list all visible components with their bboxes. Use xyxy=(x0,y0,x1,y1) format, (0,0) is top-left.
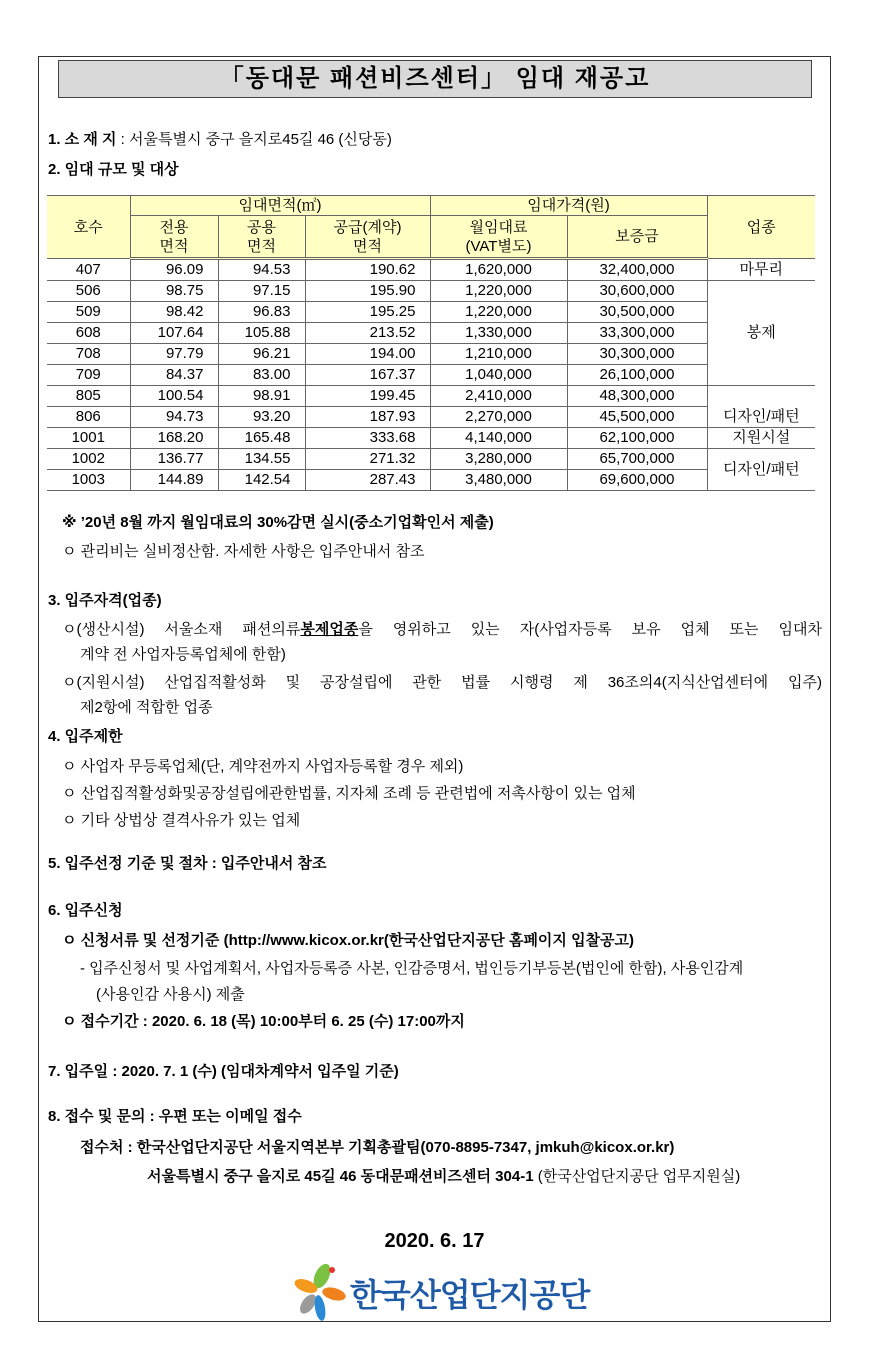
cell-deposit: 69,600,000 xyxy=(567,470,707,491)
page-title: 「동대문 패션비즈센터」 임대 재공고 xyxy=(58,60,812,98)
location-text: : 서울특별시 중구 을지로45길 46 (신당동) xyxy=(116,131,392,148)
cell-supply: 194.00 xyxy=(305,344,430,365)
cell-industry: 디자인/패턴 xyxy=(707,449,815,491)
cell-monthly: 1,330,000 xyxy=(430,323,567,344)
cell-monthly: 1,220,000 xyxy=(430,302,567,323)
table-row xyxy=(47,259,815,281)
restriction-item: ㅇ 기타 상법상 결격사유가 있는 업체 xyxy=(62,812,301,829)
application-documents-detail: - 입주신청서 및 사업계획서, 사업자등록증 사본, 인감증명서, 법인등기부등본(법인에 한함), 사용인감계 xyxy=(80,960,744,977)
cell-deposit: 26,100,000 xyxy=(567,365,707,386)
cell-monthly: 1,040,000 xyxy=(430,365,567,386)
qualification-support: ㅇ(지원시설) 산업집적활성화 및 공장설립에 관한 법률 시행령 제 36조의4(지식산업센터에 입주) xyxy=(62,674,822,691)
qualification-support-cont: 제2항에 적합한 업종 xyxy=(80,699,213,716)
cell-monthly: 4,140,000 xyxy=(430,428,567,449)
cell-deposit: 30,300,000 xyxy=(567,344,707,365)
cell-exclusive: 97.79 xyxy=(130,344,218,365)
management-fee-note: ㅇ 관리비는 실비정산함. 자세한 사항은 입주안내서 참조 xyxy=(62,543,425,560)
cell-supply: 287.43 xyxy=(305,470,430,491)
cell-common: 96.83 xyxy=(218,302,305,323)
table-row xyxy=(47,302,815,323)
cell-common: 96.21 xyxy=(218,344,305,365)
application-documents: ㅇ 신청서류 및 선정기준 (http://www.kicox.or.kr(한국산업단지공단 홈페이지 입찰공고) xyxy=(62,932,635,949)
cell-deposit: 65,700,000 xyxy=(567,449,707,470)
restriction-item: ㅇ 산업집적활성화및공장설립에관한법률, 지자체 조례 등 관련법에 저촉사항이 있는 업체 xyxy=(62,785,636,802)
cell-unit: 709 xyxy=(47,365,130,386)
cell-industry: 지원시설 xyxy=(707,428,815,449)
cell-supply: 190.62 xyxy=(305,259,430,281)
cell-exclusive: 107.64 xyxy=(130,323,218,344)
cell-exclusive: 136.77 xyxy=(130,449,218,470)
cell-unit: 805 xyxy=(47,386,130,407)
cell-supply: 199.45 xyxy=(305,386,430,407)
header-price-group: 임대가격(원) xyxy=(430,196,707,216)
cell-common: 142.54 xyxy=(218,470,305,491)
location-label: 1. 소 재 지 xyxy=(48,131,117,148)
header-area-group: 임대면적(㎡) xyxy=(130,196,430,216)
table-row xyxy=(47,470,815,491)
cell-unit: 1001 xyxy=(47,428,130,449)
section-3-heading: 3. 입주자격(업종) xyxy=(48,592,162,609)
table-row xyxy=(47,344,815,365)
cell-exclusive: 98.42 xyxy=(130,302,218,323)
cell-supply: 333.68 xyxy=(305,428,430,449)
contact-line: 접수처 : 한국산업단지공단 서울지역본부 기획총괄팀(070-8895-7347, jmkuh@kicox.or.kr) xyxy=(80,1139,675,1156)
restriction-item: ㅇ 사업자 무등록업체(단, 계약전까지 사업자등록할 경우 제외) xyxy=(62,758,464,775)
qualification-production-cont: 계약 전 사업자등록업체에 한함) xyxy=(80,646,286,663)
header-deposit: 보증금 xyxy=(567,216,707,259)
cell-exclusive: 144.89 xyxy=(130,470,218,491)
logo-pinwheel-icon xyxy=(292,1262,350,1322)
cell-common: 98.91 xyxy=(218,386,305,407)
cell-supply: 213.52 xyxy=(305,323,430,344)
address-line: 서울특별시 중구 을지로 45길 46 동대문패션비즈센터 304-1 (한국산업단지공단 업무지원실) xyxy=(147,1168,741,1185)
cell-deposit: 32,400,000 xyxy=(567,259,707,281)
section-5-heading: 5. 입주선정 기준 및 절차 : 입주안내서 참조 xyxy=(48,855,327,872)
section-7-heading: 7. 입주일 : 2020. 7. 1 (수) (임대차계약서 입주일 기준) xyxy=(48,1063,399,1080)
cell-exclusive: 100.54 xyxy=(130,386,218,407)
cell-deposit: 45,500,000 xyxy=(567,407,707,428)
cell-monthly: 3,480,000 xyxy=(430,470,567,491)
location-line xyxy=(48,130,392,150)
cell-common: 165.48 xyxy=(218,428,305,449)
cell-supply: 195.25 xyxy=(305,302,430,323)
cell-monthly: 1,620,000 xyxy=(430,259,567,281)
application-documents-detail-cont: (사용인감 사용시) 제출 xyxy=(96,986,245,1003)
announcement-date: 2020. 6. 17 xyxy=(384,1230,485,1252)
logo-text: 한국산업단지공단 xyxy=(350,1277,590,1313)
table-row xyxy=(47,449,815,470)
discount-note: ※ ’20년 8월 까지 월임대료의 30%감면 실시(중소기업확인서 제출) xyxy=(62,514,494,531)
cell-unit: 608 xyxy=(47,323,130,344)
cell-unit: 708 xyxy=(47,344,130,365)
cell-exclusive: 168.20 xyxy=(130,428,218,449)
cell-unit: 407 xyxy=(47,259,130,281)
cell-common: 134.55 xyxy=(218,449,305,470)
section-2-heading: 2. 임대 규모 및 대상 xyxy=(48,161,179,178)
section-8-heading: 8. 접수 및 문의 : 우편 또는 이메일 접수 xyxy=(48,1108,302,1125)
cell-unit: 1002 xyxy=(47,449,130,470)
qualification-production: ㅇ(생산시설) 서울소재 패션의류봉제업종을 영위하고 있는 자(사업자등록 보유 업체 또는 임대차 xyxy=(62,621,822,638)
header-unit: 호수 xyxy=(47,196,130,259)
cell-unit: 509 xyxy=(47,302,130,323)
header-supply: 공급(계약) 면적 xyxy=(305,216,430,259)
cell-monthly: 2,410,000 xyxy=(430,386,567,407)
header-industry: 업종 xyxy=(707,196,815,259)
cell-common: 93.20 xyxy=(218,407,305,428)
rental-table xyxy=(47,195,815,491)
cell-industry: 디자인/패턴 xyxy=(707,386,815,428)
table-row xyxy=(47,365,815,386)
cell-common: 105.88 xyxy=(218,323,305,344)
cell-common: 97.15 xyxy=(218,281,305,302)
cell-unit: 1003 xyxy=(47,470,130,491)
table-row xyxy=(47,386,815,407)
cell-exclusive: 98.75 xyxy=(130,281,218,302)
cell-deposit: 33,300,000 xyxy=(567,323,707,344)
cell-supply: 167.37 xyxy=(305,365,430,386)
section-4-heading: 4. 입주제한 xyxy=(48,728,123,745)
header-common: 공용 면적 xyxy=(218,216,305,259)
cell-unit: 506 xyxy=(47,281,130,302)
cell-monthly: 1,210,000 xyxy=(430,344,567,365)
cell-exclusive: 94.73 xyxy=(130,407,218,428)
table-row xyxy=(47,407,815,428)
cell-industry: 봉제 xyxy=(707,281,815,386)
header-exclusive: 전용 면적 xyxy=(130,216,218,259)
cell-monthly: 3,280,000 xyxy=(430,449,567,470)
table-row xyxy=(47,323,815,344)
cell-deposit: 48,300,000 xyxy=(567,386,707,407)
kicox-logo xyxy=(292,1262,590,1322)
cell-deposit: 62,100,000 xyxy=(567,428,707,449)
cell-unit: 806 xyxy=(47,407,130,428)
cell-monthly: 1,220,000 xyxy=(430,281,567,302)
table-row xyxy=(47,281,815,302)
cell-supply: 271.32 xyxy=(305,449,430,470)
table-row xyxy=(47,428,815,449)
cell-industry: 마무리 xyxy=(707,259,815,281)
cell-exclusive: 84.37 xyxy=(130,365,218,386)
cell-supply: 187.93 xyxy=(305,407,430,428)
cell-monthly: 2,270,000 xyxy=(430,407,567,428)
cell-supply: 195.90 xyxy=(305,281,430,302)
cell-common: 94.53 xyxy=(218,259,305,281)
cell-common: 83.00 xyxy=(218,365,305,386)
section-6-heading: 6. 입주신청 xyxy=(48,902,123,919)
cell-deposit: 30,500,000 xyxy=(567,302,707,323)
cell-deposit: 30,600,000 xyxy=(567,281,707,302)
application-period: ㅇ 접수기간 : 2020. 6. 18 (목) 10:00부터 6. 25 (수) 17:00까지 xyxy=(62,1013,465,1030)
header-monthly: 월임대료 (VAT별도) xyxy=(430,216,567,259)
cell-exclusive: 96.09 xyxy=(130,259,218,281)
